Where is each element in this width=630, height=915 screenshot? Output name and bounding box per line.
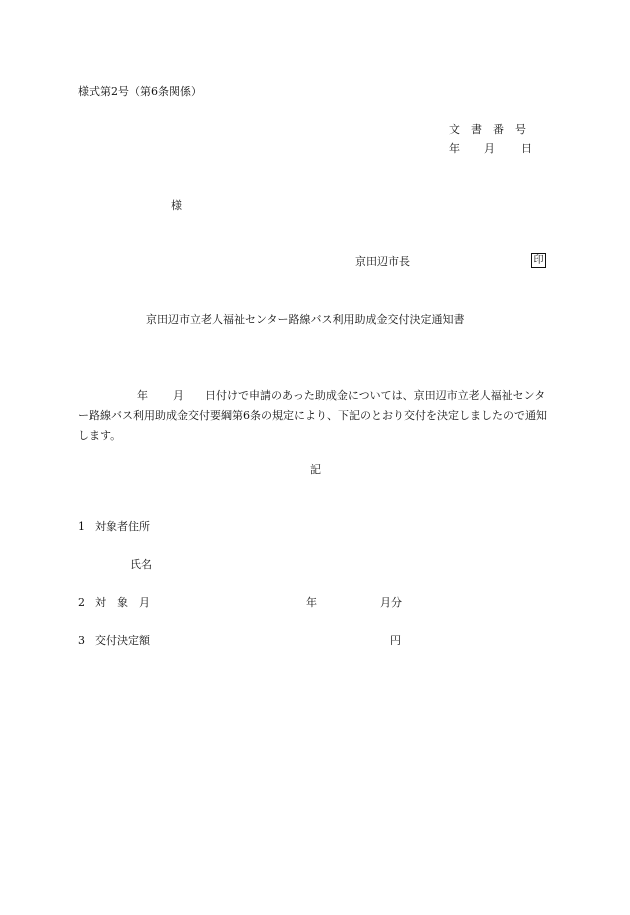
- form-label: 様式第2号（第6条関係）: [78, 85, 202, 98]
- item-3-label: 交付決定額: [95, 634, 150, 647]
- item-1-label: 対象者住所: [95, 520, 150, 533]
- body-month-label: 月: [173, 389, 184, 402]
- item-1-number: 1: [78, 520, 85, 533]
- issuer-name: 京田辺市長: [355, 255, 410, 268]
- ki-heading: 記: [310, 463, 321, 476]
- item-2-month-label: 月分: [380, 596, 402, 609]
- body-year-label: 年: [137, 389, 148, 402]
- item-1-sub-label: 氏名: [130, 558, 152, 571]
- item-2-label: 対 象 月: [95, 596, 150, 609]
- seal-mark: 印: [531, 253, 546, 268]
- document-title: 京田辺市立老人福祉センター路線バス利用助成金交付決定通知書: [146, 313, 465, 326]
- item-2-number: 2: [78, 596, 85, 609]
- item-3-number: 3: [78, 634, 85, 647]
- item-2-year-label: 年: [306, 596, 317, 609]
- document-number-label: 文 書 番 号: [449, 123, 526, 136]
- body-paragraph: [78, 386, 554, 446]
- date-month-label: 月: [484, 142, 495, 155]
- date-day-label: 日: [521, 142, 532, 155]
- recipient-suffix: 様: [171, 199, 182, 212]
- item-3-unit: 円: [390, 634, 401, 647]
- date-year-label: 年: [449, 142, 460, 155]
- body-text: 日付けで申請のあった助成金については、京田辺市立老人福祉センター路線バス利用助成金交付要綱第6条の規定により、下記のとおり交付を決定しましたので通知します。: [78, 389, 547, 442]
